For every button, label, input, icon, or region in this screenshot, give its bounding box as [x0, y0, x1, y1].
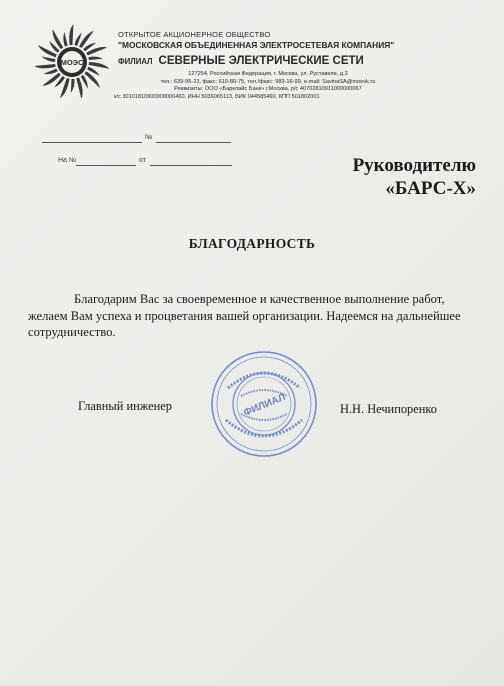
company-logo-icon [32, 22, 112, 102]
letter-body [28, 291, 480, 341]
address: 127254, Российская Федерация, г. Москва, ул. Руставели, д.2 [188, 71, 348, 77]
logo-ray [34, 64, 55, 68]
branch-line [118, 51, 418, 69]
signatory-name: Н.Н. Нечипоренко [340, 402, 437, 416]
body-line-2: желаем Вам успеха и процветания вашей организации. Надеемся на дальнейшее [28, 308, 461, 323]
letterhead [114, 30, 418, 101]
logo-ray [88, 57, 103, 60]
logo-ray [89, 62, 110, 69]
logo-ray [69, 24, 73, 45]
from-label: от [139, 157, 146, 164]
ref-number-line [76, 165, 136, 166]
logo-ray [76, 77, 82, 98]
contacts: тел.: 639-95-23, факс: 610-80-75, тел./факс: 983-16-99, e-mail: SavinaSA@moesk.ru [160, 78, 376, 85]
body-line-3: сотрудничество. [28, 325, 116, 340]
number-sign: № [145, 134, 153, 141]
body-line-1: Благодарим Вас за своевременное и качественное выполнение работ, [74, 292, 445, 306]
branch-name: СЕВЕРНЫЕ ЭЛЕКТРИЧЕСКИЕ СЕТИ [158, 55, 364, 67]
official-seal [208, 348, 320, 460]
logo-ray [42, 56, 56, 62]
branch-label: ФИЛИАЛ [118, 57, 153, 66]
logo-ray [63, 32, 67, 47]
logo-ray [43, 69, 57, 74]
date-field-line [42, 142, 142, 143]
logo-ray [86, 47, 107, 55]
number-field-line [156, 142, 231, 143]
addressee-company: «БАРС-Х» [385, 177, 476, 199]
addressee-position: Руководителю [352, 155, 476, 176]
ref-date-line [150, 165, 232, 166]
logo-text: МОЭС [60, 58, 84, 67]
bank-details: Реквизиты: ООО «Барклайс Банк» г.Москва, р/с 40702810911000000067 [174, 86, 362, 93]
company-type: ОТКРЫТОЕ АКЦИОНЕРНОЕ ОБЩЕСТВО [118, 30, 271, 39]
seal-center-text: ФИЛИАЛ [241, 391, 288, 419]
company-name: "МОСКОВСКАЯ ОБЪЕДИНЕННАЯ ЭЛЕКТРОСЕТЕВАЯ КОМПАНИЯ" [118, 40, 395, 50]
ref-label: На № [58, 157, 77, 164]
signatory-position: Главный инженер [78, 399, 172, 413]
addressee [353, 155, 476, 201]
bank-codes: к/с 30101810900000000460, ИНН 5036065113, БИК 044585460, КПП 501802001 [114, 93, 320, 100]
logo-ray [71, 79, 75, 93]
document-title: БЛАГОДАРНОСТЬ [188, 236, 316, 251]
